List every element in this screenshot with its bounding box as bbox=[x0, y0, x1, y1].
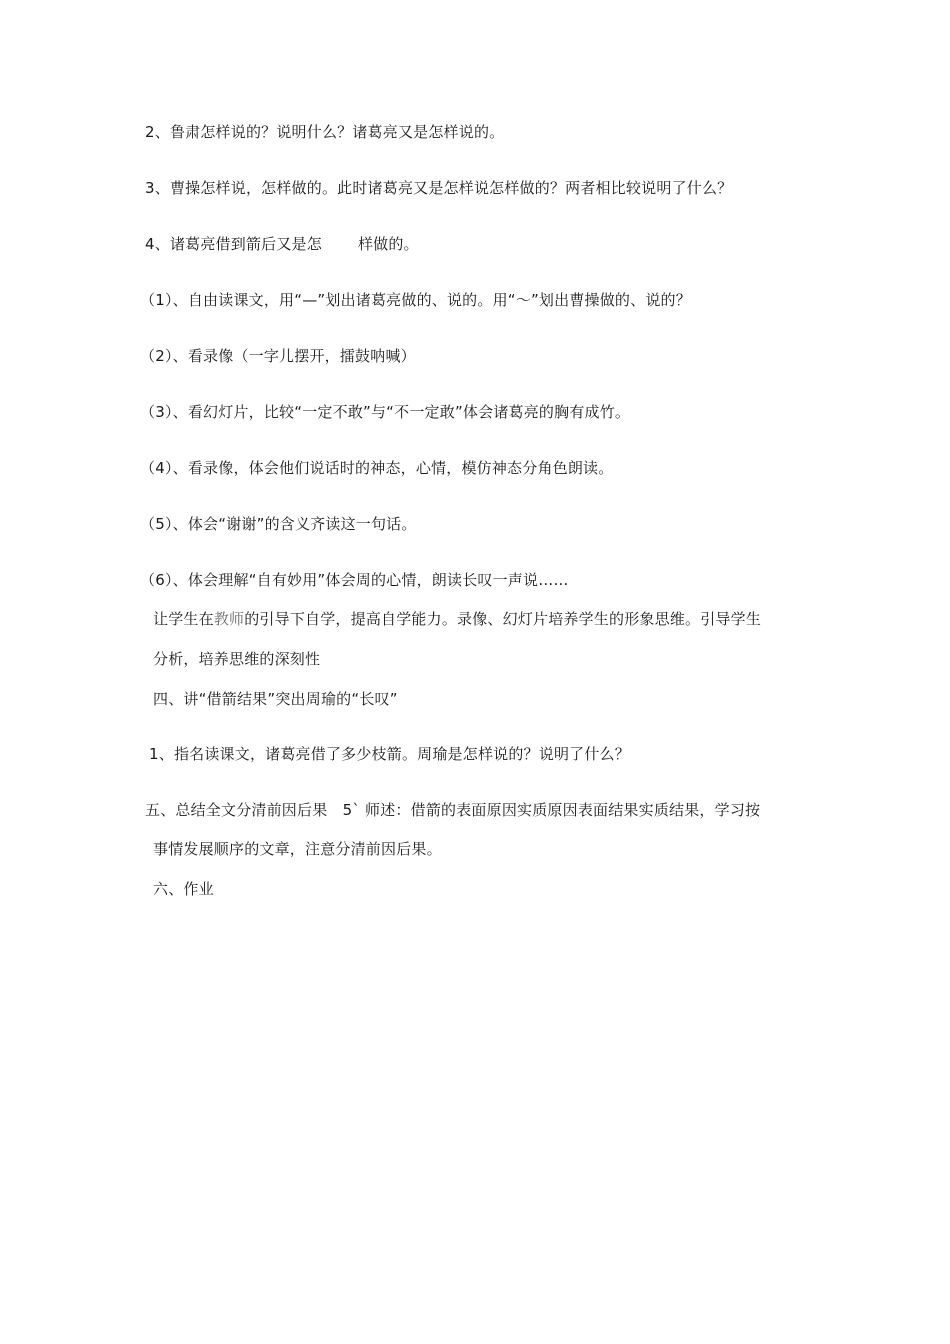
section-4-heading: 四、讲“借箭结果”突出周瑜的“长叹” bbox=[153, 690, 398, 708]
section-5-line-2: 事情发展顺序的文章，注意分清前因后果。 bbox=[153, 840, 442, 858]
section-5-line-1: 五、总结全文分清前因后果 5` 师述：借箭的表面原因实质原因表面结果实质结果，学习按 bbox=[145, 801, 761, 819]
question-4-text-part2: 样做的。 bbox=[357, 235, 419, 253]
step-6: （6）、体会理解“自有妙用”体会周的心情，朗读长叹一声说…… bbox=[140, 571, 569, 589]
section-4-question-1: 1、指名读课文，诸葛亮借了多少枝箭。周瑜是怎样说的？说明了什么？ bbox=[149, 745, 630, 763]
teaching-note-pre: 让学生在 bbox=[153, 610, 214, 628]
section-6-heading: 六、作业 bbox=[153, 880, 214, 898]
teaching-note-line-1 bbox=[153, 608, 761, 630]
step-3: （3）、看幻灯片，比较“一定不敢”与“不一定敢”体会诸葛亮的胸有成竹。 bbox=[140, 403, 631, 421]
step-4: （4）、看录像，体会他们说话时的神态，心情，模仿神态分角色朗读。 bbox=[140, 459, 614, 477]
step-1: （1）、自由读课文，用“—”划出诸葛亮做的、说的。用“～”划出曹操做的、说的？ bbox=[140, 291, 691, 309]
question-4 bbox=[145, 233, 419, 255]
step-5: （5）、体会“谢谢”的含义齐读这一句话。 bbox=[140, 515, 417, 533]
question-3: 3、曹操怎样说，怎样做的。此时诸葛亮又是怎样说怎样做的？两者相比较说明了什么？ bbox=[145, 179, 733, 197]
teaching-note-post: 的引导下自学，提高自学能力。录像、幻灯片培养学生的形象思维。引导学生 bbox=[244, 610, 762, 628]
teaching-note-line-2: 分析，培养思维的深刻性 bbox=[153, 650, 321, 668]
question-2: 2、鲁肃怎样说的？说明什么？诸葛亮又是怎样说的。 bbox=[145, 123, 505, 141]
teaching-note-teacher: 教师 bbox=[213, 610, 245, 628]
question-4-text-part1: 4、诸葛亮借到箭后又是怎 bbox=[145, 235, 322, 253]
step-2: （2）、看录像（一字儿摆开，擂鼓呐喊） bbox=[140, 347, 416, 365]
